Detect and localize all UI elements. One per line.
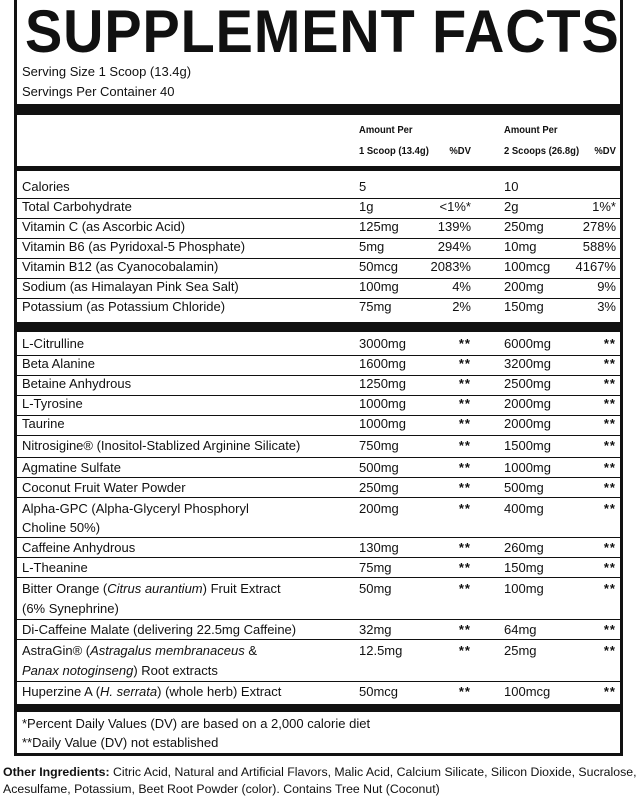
amount-1: 50mcg (359, 684, 399, 699)
dv-2: ** (603, 480, 616, 495)
amount-2: 1500mg (504, 438, 551, 453)
dv-2: 278% (582, 219, 616, 234)
ingredient-row (17, 356, 620, 376)
nutrient-name: Sodium (as Himalayan Pink Sea Salt) (22, 279, 239, 294)
amount-1: 5 (359, 179, 367, 194)
dv-1: ** (458, 684, 471, 699)
amount-2: 150mg (504, 299, 544, 314)
amount-2: 100mcg (504, 259, 551, 274)
ingredient-row (17, 558, 620, 578)
dv-1: ** (458, 416, 471, 431)
ingredient-name: Caffeine Anhydrous (22, 540, 136, 555)
ingredient-name: Nitrosigine® (Inositol-Stablized Arginine Silicate) (22, 438, 301, 453)
dv-2: 588% (582, 239, 616, 254)
header-dv-1: %DV (449, 145, 471, 157)
nutrient-name: Total Carbohydrate (22, 199, 132, 214)
dv-1: ** (458, 501, 471, 516)
amount-2: 200mg (504, 279, 544, 294)
amount-1: 1250mg (359, 376, 406, 391)
dv-1: ** (458, 581, 471, 596)
ingredient-name (22, 684, 281, 700)
dv-2: ** (603, 643, 616, 658)
header-amount-1-line1: Amount Per (359, 124, 413, 136)
ingredient-row (17, 498, 620, 538)
latin-name: Astragalus membranaceus (90, 643, 245, 658)
footnote-dv: *Percent Daily Values (DV) are based on a 2,000 calorie diet (22, 716, 371, 731)
nutrient-row (17, 239, 620, 259)
dv-2: 9% (597, 279, 616, 294)
ingredient-row (17, 396, 620, 416)
dv-1: ** (458, 560, 471, 575)
ingredient-name-line1: Alpha-GPC (Alpha-Glyceryl Phosphoryl (22, 501, 249, 516)
name-part: & (244, 643, 258, 658)
header-dv-2: %DV (594, 145, 616, 157)
ingredient-row (17, 578, 620, 620)
dv-2: ** (603, 684, 616, 699)
dv-2: 1%* (592, 199, 616, 214)
amount-2: 400mg (504, 501, 544, 516)
ingredient-name: Taurine (22, 416, 65, 431)
other-ingredients (3, 764, 643, 798)
ingredient-name-line2: (6% Synephrine) (22, 601, 119, 616)
nutrient-row (17, 299, 620, 319)
ingredient-name-line1 (22, 581, 281, 597)
nutrient-row (17, 259, 620, 279)
serving-size: Serving Size 1 Scoop (13.4g) (22, 64, 192, 79)
ingredient-name-line1 (22, 643, 257, 659)
dv-2: ** (603, 376, 616, 391)
ingredient-name: L-Citrulline (22, 336, 85, 351)
ingredient-row (17, 682, 620, 702)
amount-2: 150mg (504, 560, 544, 575)
dv-2: ** (603, 336, 616, 351)
amount-1: 5mg (359, 239, 385, 254)
ingredient-row (17, 538, 620, 558)
dv-2: ** (603, 501, 616, 516)
name-part: Bitter Orange ( (22, 581, 108, 596)
other-ingredients-text: Citric Acid, Natural and Artificial Flavors, Malic Acid, Calcium Silicate, Silicon Dioxide, Sucralose, Acesulfame, Potassium, Beet Root Powder (color). Contains Tree Nut (Coconut) (3, 765, 637, 796)
nutrient-row (17, 219, 620, 239)
amount-2: 260mg (504, 540, 544, 555)
nutrient-name: Vitamin C (as Ascorbic Acid) (22, 219, 186, 234)
ingredient-name: Coconut Fruit Water Powder (22, 480, 186, 495)
amount-2: 3200mg (504, 356, 551, 371)
ingredient-name: Betaine Anhydrous (22, 376, 132, 391)
dv-1: 2083% (430, 259, 471, 274)
amount-2: 10mg (504, 239, 537, 254)
amount-2: 250mg (504, 219, 544, 234)
amount-1: 1600mg (359, 356, 406, 371)
ingredient-name: Agmatine Sulfate (22, 460, 122, 475)
amount-1: 100mg (359, 279, 399, 294)
thick-divider-middle (17, 322, 620, 332)
ingredient-row (17, 416, 620, 436)
amount-1: 3000mg (359, 336, 406, 351)
dv-1: ** (458, 643, 471, 658)
nutrient-row (17, 179, 620, 199)
dv-2: ** (603, 356, 616, 371)
thick-divider-top (17, 104, 620, 115)
panel-title: SUPPLEMENT FACTS (25, 0, 620, 65)
ingredient-name: L-Tyrosine (22, 396, 83, 411)
nutrient-row (17, 199, 620, 219)
supplement-facts-panel (14, 0, 623, 756)
amount-1: 130mg (359, 540, 399, 555)
latin-name: H. serrata (100, 684, 158, 699)
amount-2: 6000mg (504, 336, 551, 351)
servings-per-container: Servings Per Container 40 (22, 84, 175, 99)
latin-name: Panax notoginseng (22, 663, 134, 678)
medium-divider (17, 166, 620, 171)
amount-2: 1000mg (504, 460, 551, 475)
dv-2: ** (603, 581, 616, 596)
amount-1: 750mg (359, 438, 399, 453)
dv-1: ** (458, 480, 471, 495)
amount-2: 100mg (504, 581, 544, 596)
dv-1: 139% (437, 219, 471, 234)
name-part: AstraGin® ( (22, 643, 91, 658)
amount-2: 2000mg (504, 416, 551, 431)
amount-2: 2g (504, 199, 519, 214)
name-part: Huperzine A ( (22, 684, 101, 699)
amount-1: 1g (359, 199, 374, 214)
header-amount-2-line1: Amount Per (504, 124, 558, 136)
dv-2: ** (603, 460, 616, 475)
dv-2: 3% (597, 299, 616, 314)
dv-1: ** (458, 460, 471, 475)
ingredient-row (17, 620, 620, 640)
name-part: ) Root extracts (133, 663, 218, 678)
amount-1: 75mg (359, 299, 392, 314)
dv-1: ** (458, 438, 471, 453)
amount-1: 1000mg (359, 416, 406, 431)
dv-2: ** (603, 416, 616, 431)
nutrient-name: Vitamin B12 (as Cyanocobalamin) (22, 259, 219, 274)
dv-2: 4167% (575, 259, 616, 274)
name-part: ) Fruit Extract (202, 581, 281, 596)
ingredient-name: Di-Caffeine Malate (delivering 22.5mg Caffeine) (22, 622, 297, 637)
amount-1: 125mg (359, 219, 399, 234)
name-part: ) (whole herb) Extract (157, 684, 282, 699)
amount-2: 500mg (504, 480, 544, 495)
ingredient-name-line2 (22, 663, 218, 679)
dv-2: ** (603, 540, 616, 555)
amount-2: 10 (504, 179, 519, 194)
dv-1: ** (458, 540, 471, 555)
amount-1: 250mg (359, 480, 399, 495)
dv-2: ** (603, 396, 616, 411)
dv-1: ** (458, 336, 471, 351)
dv-1: 4% (452, 279, 471, 294)
amount-2: 25mg (504, 643, 537, 658)
ingredient-row (17, 376, 620, 396)
amount-1: 12.5mg (359, 643, 403, 658)
ingredient-name-line2: Choline 50%) (22, 520, 101, 535)
dv-1: 294% (437, 239, 471, 254)
amount-1: 50mg (359, 581, 392, 596)
ingredient-name: L-Theanine (22, 560, 88, 575)
dv-2: ** (603, 438, 616, 453)
footnote-not-established: **Daily Value (DV) not established (22, 735, 219, 750)
dv-1: ** (458, 376, 471, 391)
ingredient-row (17, 436, 620, 458)
dv-1: <1%* (439, 199, 471, 214)
header-amount-2-line2: 2 Scoops (26.8g) (504, 145, 580, 157)
nutrient-name: Calories (22, 179, 70, 194)
dv-1: ** (458, 356, 471, 371)
ingredient-row (17, 478, 620, 498)
amount-1: 50mcg (359, 259, 399, 274)
amount-1: 500mg (359, 460, 399, 475)
amount-2: 2500mg (504, 376, 551, 391)
amount-2: 100mcg (504, 684, 551, 699)
amount-1: 1000mg (359, 396, 406, 411)
ingredient-name: Beta Alanine (22, 356, 96, 371)
amount-1: 200mg (359, 501, 399, 516)
ingredient-row (17, 458, 620, 478)
dv-1: 2% (452, 299, 471, 314)
amount-1: 32mg (359, 622, 392, 637)
nutrient-name: Potassium (as Potassium Chloride) (22, 299, 226, 314)
amount-2: 2000mg (504, 396, 551, 411)
dv-2: ** (603, 622, 616, 637)
header-amount-1-line2: 1 Scoop (13.4g) (359, 145, 429, 157)
latin-name: Citrus aurantium (107, 581, 203, 596)
thick-divider-bottom (17, 704, 620, 712)
other-ingredients-label: Other Ingredients: (3, 765, 110, 779)
ingredient-row (17, 640, 620, 682)
dv-2: ** (603, 560, 616, 575)
amount-2: 64mg (504, 622, 537, 637)
ingredient-row (17, 336, 620, 356)
nutrient-name: Vitamin B6 (as Pyridoxal-5 Phosphate) (22, 239, 246, 254)
nutrient-row (17, 279, 620, 299)
dv-1: ** (458, 396, 471, 411)
amount-1: 75mg (359, 560, 392, 575)
dv-1: ** (458, 622, 471, 637)
